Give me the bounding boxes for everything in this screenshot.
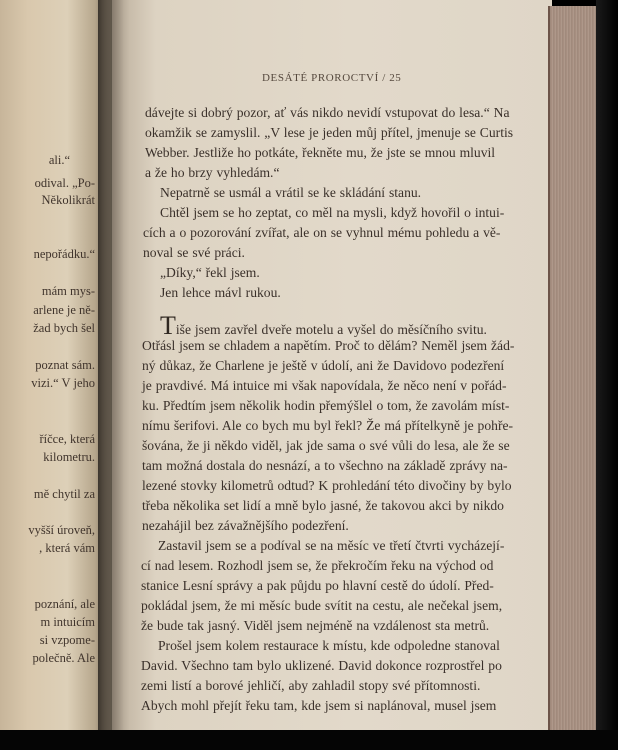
text-line: nímu šerifovi. Ale co bych mu byl řekl? Že má přítelkyně je pohře- — [142, 418, 514, 433]
text-line: Otřásl jsem se chladem a napětím. Proč to dělám? Neměl jsem žád- — [142, 338, 515, 353]
text-line: pokládal jsem, že mi měsíc bude svítit na cestu, ale nečekal jsem, — [141, 598, 503, 613]
text-line: nezahájil bez závažnějšího podezření. — [142, 518, 349, 533]
text-line: Zastavil jsem se a podíval se na měsíc ve třetí čtvrti vycházejí- — [158, 538, 505, 553]
text-line: cích a o pozorování zvířat, ale on se vyhnul mému pohledu a vě- — [143, 225, 501, 240]
text-line: cí nad lesem. Rozhodl jsem se, že překročím řeku na východ od — [141, 558, 494, 573]
right-page — [112, 0, 552, 730]
text-line: že bude tak jasný. Viděl jsem nejméně na vzdálenost sta metrů. — [141, 618, 490, 633]
left-page-line: říčce, která — [39, 432, 95, 446]
left-page-line: poznat sám. — [35, 358, 95, 372]
text-line: šována, že ji někdo viděl, jak jde sama o své vůli do lesa, ale že se — [142, 438, 510, 453]
text-line: noval se své práci. — [143, 245, 245, 260]
left-page-line: mě chytil za — [33, 487, 95, 501]
left-page-line: ali.“ — [48, 153, 70, 167]
left-page-line: polečně. Ale — [32, 651, 95, 665]
text-line: dávejte si dobrý pozor, ať vás nikdo nevidí vstupovat do lesa.“ Na — [145, 105, 510, 120]
left-page-line: žad bych šel — [33, 321, 95, 335]
left-page-line: m intuicím — [40, 615, 95, 629]
drop-cap: T — [160, 311, 176, 340]
left-page-line: , která vám — [39, 541, 95, 555]
text-line: ku. Předtím jsem několik hodin přemýšlel o tom, že zavolám míst- — [142, 398, 510, 413]
book-gutter-shadow — [98, 0, 124, 750]
left-page-line: nepořádku.“ — [33, 247, 95, 261]
left-page — [0, 0, 112, 750]
text-line: okamžik se zamyslil. „V lese je jeden můj přítel, jmenuje se Curtis — [145, 125, 514, 140]
left-page-line: arlene je ně- — [33, 303, 95, 317]
left-page-line: kilometru. — [43, 450, 95, 464]
text-line: třeba několika set lidí a mně bylo jasné, že takovou akci by nikdo — [142, 498, 504, 513]
left-page-line: si vzpome- — [39, 633, 95, 647]
text-line: Chtěl jsem se ho zeptat, co měl na mysli, když hovořil o intui- — [160, 205, 505, 220]
running-head: DESÁTÉ PROROCTVÍ / 25 — [262, 72, 402, 84]
text-line: iše jsem zavřel dveře motelu a vyšel do měsíčního svitu. — [175, 322, 487, 337]
text-line: David. Všechno tam bylo uklizené. David dokonce rozprostřel po — [141, 658, 502, 673]
left-page-line: vizi.“ V jeho — [31, 376, 95, 390]
text-line: ný důkaz, že Charlene je ještě v údolí, ani že Davidovo podezření — [142, 358, 505, 373]
left-page-line: poznání, ale — [34, 597, 95, 611]
text-line: Nepatrně se usmál a vrátil se ke skládání stanu. — [160, 185, 422, 200]
text-line: a že ho brzy vyhledám.“ — [145, 165, 280, 180]
text-line: lezené stovky kilometrů odtud? K prohledání této divočiny by bylo — [142, 478, 512, 493]
text-line: stanice Lesní správy a pak půjdu po hlavní cestě do údolí. Před- — [141, 578, 494, 593]
left-page-line: vyšší úroveň, — [28, 523, 95, 537]
text-line: Webber. Jestliže ho potkáte, řekněte mu, že jste se mnou mluvil — [145, 145, 496, 160]
edge-shadow — [596, 0, 618, 750]
left-page-line: Několikrát — [41, 193, 95, 207]
text-line: tam možná dostala do nesnází, a to všechno na základě zprávy na- — [142, 458, 508, 473]
bottom-shadow — [0, 730, 618, 750]
text-line: je pravdivé. Má intuice mi však napovídala, že něco není v pořád- — [142, 378, 507, 393]
text-line: Jen lehce mávl rukou. — [160, 285, 281, 300]
text-line: Prošel jsem kolem restaurace k místu, kde odpoledne stanoval — [158, 638, 500, 653]
text-line: „Díky,“ řekl jsem. — [160, 265, 260, 280]
left-page-line: odival. „Po- — [34, 176, 95, 190]
text-line: Abych mohl přejít řeku tam, kde jsem si naplánoval, musel jsem — [141, 698, 497, 713]
left-page-line: mám mys- — [41, 284, 95, 298]
text-line: zemi listí a borové jehličí, aby zahladil stopy své přítomnosti. — [141, 678, 481, 693]
